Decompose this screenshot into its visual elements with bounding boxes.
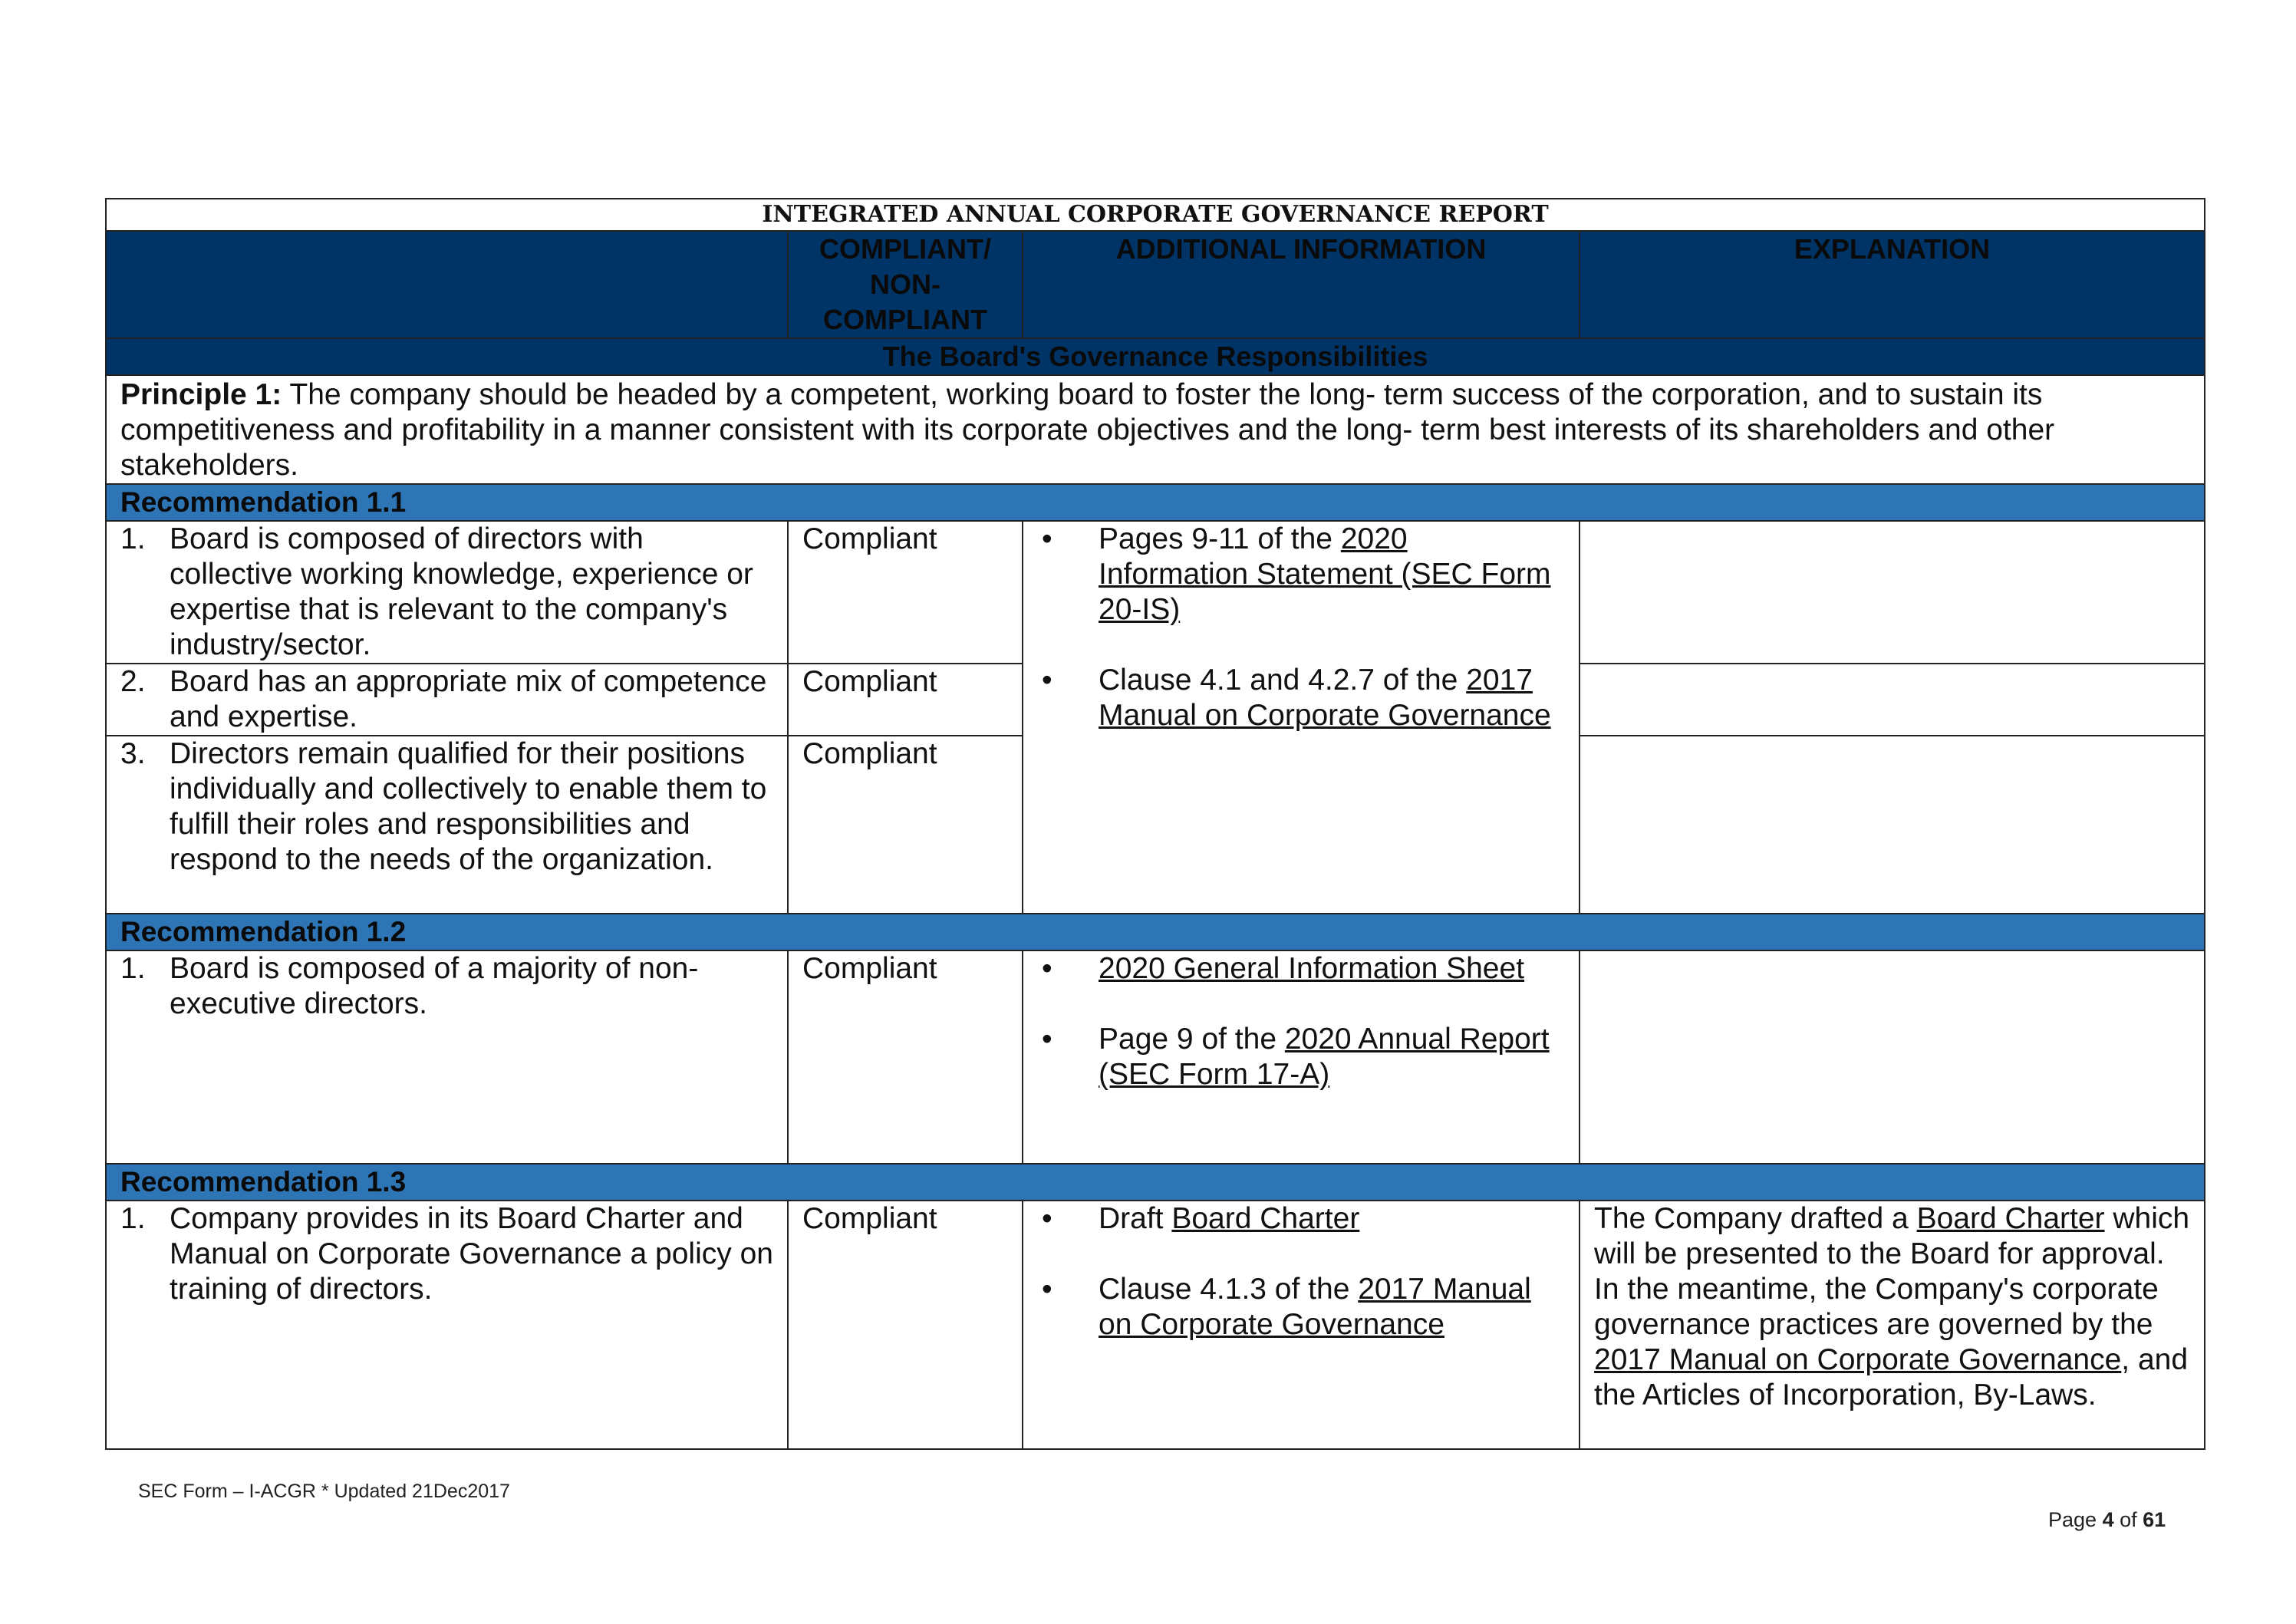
explanation-text: The Company drafted a [1594,1202,1917,1235]
info-link[interactable]: Board Charter [1171,1202,1360,1235]
bullet-icon: • [1042,522,1052,555]
explanation-cell [1580,664,2205,736]
status-cell: Compliant [788,521,1023,664]
info-link[interactable]: 2020 Information Statement (SEC Form 20-IS) [1099,522,1551,626]
header-compliant: COMPLIANT/ NON-COMPLIANT [788,231,1023,338]
status-cell: Compliant [788,664,1023,736]
item-cell [106,1201,788,1449]
table-row [106,521,2205,664]
footer-form-label: SEC Form – I-ACGR * Updated 21Dec2017 [138,1481,510,1502]
item-text: Company provides in its Board Charter and Manual on Corporate Governance a policy on training of directors. [170,1202,773,1306]
bullet-icon: • [1042,664,1052,697]
page-number [2048,1508,2166,1532]
explanation-text: which will be presented to the Board for approval. In the meantime, the Company's corporate governance practices are governed by the [1594,1202,2190,1341]
info-text: Draft [1099,1202,1172,1235]
header-explanation: EXPLANATION [1580,231,2205,338]
info-text: Page 9 of the [1099,1023,1285,1056]
explanation-cell [1580,521,2205,664]
info-link[interactable]: 2020 General Information Sheet [1099,952,1525,985]
principle-row [106,375,2205,484]
section-title: The Board's Governance Responsibilities [106,338,2205,375]
item-number: 1. [120,952,146,985]
explanation-cell [1580,1201,2205,1449]
info-link[interactable]: 2017 Manual on Corporate Governance [1099,1273,1531,1341]
info-text: Clause 4.1 and 4.2.7 of the [1099,664,1467,697]
item-text: Directors remain qualified for their positions individually and collectively to enable them to fulfill their roles and responsibilities and respond to the needs of the organization. [170,737,767,876]
list-item [1037,663,1565,733]
list-item [1037,1022,1565,1092]
item-number: 2. [120,665,146,698]
recommendation-1-1-row [106,484,2205,521]
explanation-link[interactable]: Board Charter [1916,1202,2105,1235]
item-text: Board has an appropriate mix of competence and expertise. [170,665,767,733]
item-text: Board is composed of a majority of non-executive directors. [170,952,699,1020]
page-current: 4 [2102,1508,2114,1531]
list-item [1037,1201,1565,1237]
bullet-icon: • [1042,1202,1052,1235]
governance-report-table [105,198,2205,1450]
principle-text: The company should be headed by a competent, working board to foster the long- term success of the corporation, and to sustain its competitiveness and profitability in a manner consistent with its corporate objectives and the long- term best interests of its shareholders and other stakeholders. [120,378,2055,482]
explanation-text: , and the Articles of Incorporation, By-Laws. [1594,1343,2189,1412]
item-cell [106,950,788,1164]
recommendation-1-1-title: Recommendation 1.1 [106,484,2205,521]
report-title-row [106,199,2205,231]
item-cell [106,521,788,664]
bullet-icon: • [1042,952,1052,985]
report-title: INTEGRATED ANNUAL CORPORATE GOVERNANCE REPORT [106,199,2205,231]
status-cell: Compliant [788,1201,1023,1449]
list-item [1037,522,1565,628]
section-row [106,338,2205,375]
item-number: 1. [120,522,146,555]
info-link[interactable]: 2017 Manual on Corporate Governance [1099,664,1551,732]
status-cell: Compliant [788,950,1023,1164]
list-item [1037,1272,1565,1342]
recommendation-1-2-row [106,914,2205,950]
page-of: of [2113,1508,2143,1531]
additional-info-cell [1023,1201,1580,1449]
explanation-cell [1580,736,2205,914]
explanation-link[interactable]: 2017 Manual on Corporate Governance [1594,1343,2122,1376]
item-text: Board is composed of directors with collective working knowledge, experience or expertise that is relevant to the company's industry/sector. [170,522,753,661]
info-link[interactable]: 2020 Annual Report (SEC Form 17-A) [1099,1023,1550,1091]
item-cell [106,664,788,736]
header-additional-information: ADDITIONAL INFORMATION [1023,231,1580,338]
recommendation-1-3-title: Recommendation 1.3 [106,1164,2205,1201]
table-row [106,1201,2205,1449]
info-text: Clause 4.1.3 of the [1099,1273,1359,1306]
explanation-cell [1580,950,2205,1164]
list-item [1037,951,1565,987]
page-total: 61 [2143,1508,2166,1531]
bullet-icon: • [1042,1023,1052,1056]
status-cell: Compliant [788,736,1023,914]
table-row [106,950,2205,1164]
recommendation-1-2-title: Recommendation 1.2 [106,914,2205,950]
page-prefix: Page [2048,1508,2103,1531]
recommendation-1-3-row [106,1164,2205,1201]
additional-info-cell [1023,950,1580,1164]
item-number: 1. [120,1202,146,1235]
item-cell [106,736,788,914]
principle-label: Principle 1: [120,378,282,411]
header-blank [106,231,788,338]
info-text: Pages 9-11 of the [1099,522,1341,555]
item-number: 3. [120,737,146,770]
column-header-row [106,231,2205,338]
additional-info-cell [1023,521,1580,914]
bullet-icon: • [1042,1273,1052,1306]
principle-cell [106,375,2205,484]
